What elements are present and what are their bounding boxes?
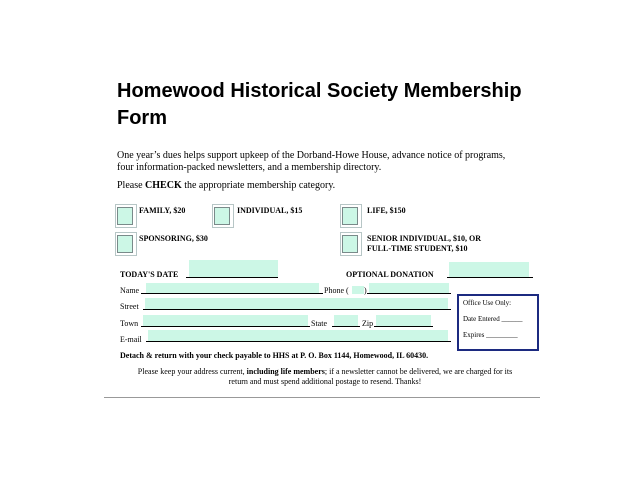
email-underline: [146, 341, 451, 342]
name-underline: [141, 293, 323, 294]
office-use-box: [457, 294, 539, 351]
street-underline: [143, 309, 451, 310]
email-label: E-mail: [120, 335, 142, 344]
instruction-suffix: the appropriate membership category.: [181, 180, 336, 191]
todays-date-underline: [186, 277, 278, 278]
town-label: Town: [120, 319, 139, 328]
checkbox-sponsoring[interactable]: [117, 235, 133, 253]
checkbox-senior-student[interactable]: [342, 235, 358, 253]
town-input[interactable]: [143, 315, 308, 326]
label-sponsoring: SPONSORING, $30: [139, 234, 208, 243]
name-input[interactable]: [146, 283, 319, 293]
phone-label: Phone (: [324, 286, 349, 295]
label-individual: INDIVIDUAL, $15: [237, 206, 303, 215]
state-label: State: [311, 319, 327, 328]
phone-area-code-input[interactable]: [352, 286, 364, 294]
label-senior-line1: SENIOR INDIVIDUAL, $10, OR: [367, 234, 482, 243]
state-input[interactable]: [334, 315, 358, 326]
phone-number-input[interactable]: [369, 283, 449, 293]
intro-paragraph: One year’s dues helps support upkeep of the Dorband-Howe House, advance notice of programs, four information-packed newsletters, and a membership directory.: [117, 150, 506, 173]
town-underline: [141, 326, 310, 327]
todays-date-label: TODAY'S DATE: [120, 270, 179, 279]
form-title: Homewood Historical Society Membership Form: [117, 80, 522, 129]
phone-underline: [367, 293, 451, 294]
label-senior-line2: FULL-TIME STUDENT, $10: [367, 244, 468, 253]
office-date-entered: Date Entered ______: [463, 315, 523, 323]
zip-label: Zip: [362, 319, 374, 328]
street-label: Street: [120, 302, 139, 311]
note-suffix: ; if a newsletter cannot be delivered, we are charged for its return and must spend additional postage to resend. Thanks!: [228, 367, 513, 386]
optional-donation-label: OPTIONAL DONATION: [346, 270, 434, 279]
office-expires: Expires _________: [463, 331, 518, 339]
instruction-prefix: Please: [117, 180, 146, 191]
office-use-heading: Office Use Only:: [463, 299, 512, 307]
name-label: Name: [120, 286, 140, 295]
instruction-bold: CHECK: [145, 180, 182, 191]
bottom-divider: [104, 397, 540, 398]
email-input[interactable]: [148, 330, 448, 341]
state-underline: [332, 326, 360, 327]
todays-date-input[interactable]: [189, 260, 278, 277]
checkbox-family[interactable]: [117, 207, 133, 225]
checkbox-individual[interactable]: [214, 207, 230, 225]
optional-donation-input[interactable]: [449, 262, 529, 277]
label-life: LIFE, $150: [367, 206, 406, 215]
street-input[interactable]: [145, 298, 448, 309]
optional-donation-underline: [447, 277, 533, 278]
checkbox-life[interactable]: [342, 207, 358, 225]
zip-underline: [374, 326, 433, 327]
detach-instruction: Detach & return with your check payable to HHS at P. O. Box 1144, Homewood, IL 60430.: [120, 351, 429, 360]
address-note: [130, 367, 520, 387]
check-instruction: [117, 180, 335, 192]
note-bold: including life members: [246, 367, 325, 376]
note-prefix: Please keep your address current,: [137, 367, 247, 376]
label-family: FAMILY, $20: [139, 206, 186, 215]
zip-input[interactable]: [376, 315, 431, 326]
phone-close-paren: ): [364, 286, 367, 295]
